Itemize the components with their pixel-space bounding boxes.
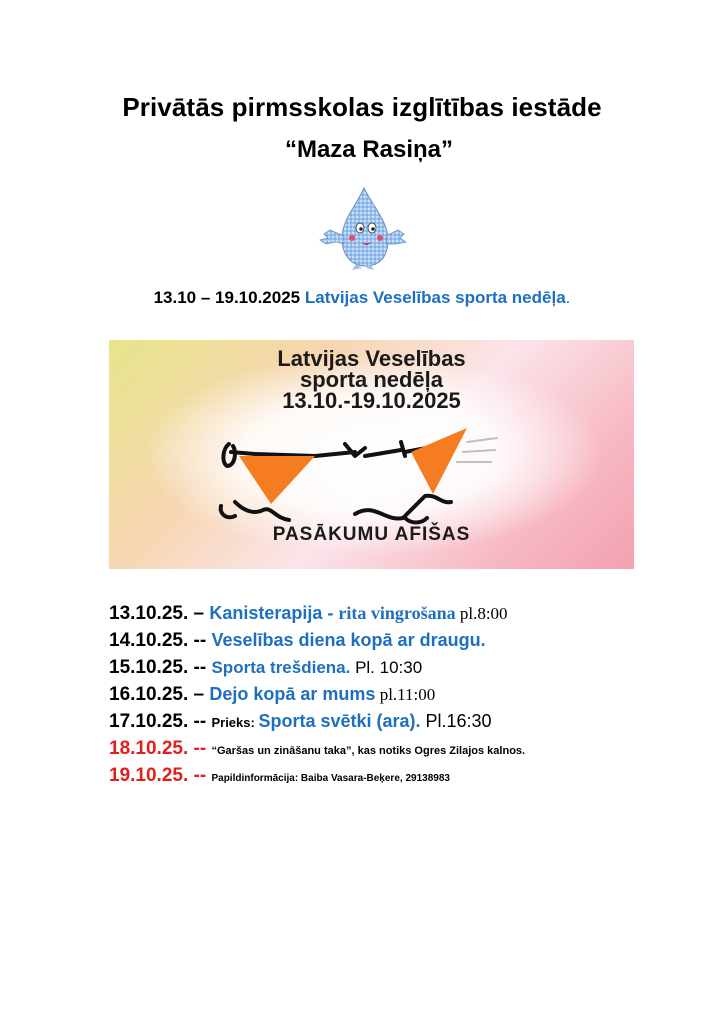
schedule-date: 14.10.25. xyxy=(109,630,189,651)
schedule-text: “Garšas un zināšanu taka”, kas notiks Ogres Zilajos kalnos. xyxy=(211,745,526,757)
schedule-separator: -- xyxy=(188,765,212,786)
schedule-row xyxy=(109,627,719,654)
schedule-date: 18.10.25. xyxy=(109,738,189,759)
schedule-row xyxy=(109,654,719,681)
schedule-time: pl.11:00 xyxy=(375,685,436,704)
schedule-row xyxy=(109,681,719,708)
event-schedule xyxy=(109,600,719,789)
schedule-row xyxy=(109,762,719,789)
schedule-title: Dejo kopā ar mums xyxy=(209,684,376,704)
dates-range: 13.10 – 19.10.2025 xyxy=(153,288,301,307)
banner-title-line2: sporta nedēļa xyxy=(299,367,444,392)
schedule-prefix: Prieks: xyxy=(211,715,259,730)
schedule-row xyxy=(109,600,719,627)
schedule-date: 19.10.25. xyxy=(109,765,189,786)
schedule-date: 16.10.25. xyxy=(109,684,189,705)
schedule-title-cont: rita vingrošana xyxy=(338,603,456,623)
water-drop-mascot-icon xyxy=(316,184,408,270)
schedule-separator: -- xyxy=(188,711,212,732)
banner-subtitle: PASĀKUMU AFIŠAS xyxy=(272,524,471,545)
schedule-separator: -- xyxy=(188,738,212,759)
page-title: Privātās pirmsskolas izglītības iestāde xyxy=(122,92,602,122)
schedule-separator: -- xyxy=(188,630,212,651)
event-banner xyxy=(109,340,634,569)
schedule-separator: – xyxy=(188,684,210,705)
schedule-time: pl.8:00 xyxy=(455,604,508,623)
schedule-date: 15.10.25. xyxy=(109,657,189,678)
banner-title-line3: 13.10.-19.10.2025 xyxy=(282,388,461,413)
schedule-row xyxy=(109,735,719,762)
schedule-row xyxy=(109,708,719,735)
schedule-title: Kanisterapija - xyxy=(209,603,339,623)
institution-name: “Maza Rasiņa” xyxy=(284,136,454,163)
schedule-text: Papildinformācija: Baiba Vasara-Beķere, 29138983 xyxy=(211,773,450,784)
schedule-title: Veselības diena kopā ar draugu. xyxy=(211,630,486,650)
schedule-separator: -- xyxy=(188,657,212,678)
banner-title-line1: Latvijas Veselības xyxy=(277,346,466,371)
schedule-title: Sporta trešdiena. xyxy=(211,658,351,677)
schedule-date: 13.10.25. xyxy=(109,603,189,624)
running-figures-icon xyxy=(205,422,505,532)
event-name: Latvijas Veselības sporta nedēļa xyxy=(304,288,566,307)
banner-title xyxy=(109,348,634,411)
event-dates-line xyxy=(0,288,724,308)
schedule-title: Sporta svētki (ara). xyxy=(258,711,421,731)
event-name-end: . xyxy=(565,288,571,307)
schedule-time: Pl.16:30 xyxy=(420,711,492,731)
schedule-separator: – xyxy=(188,603,210,624)
schedule-date: 17.10.25. xyxy=(109,711,189,732)
schedule-time: Pl. 10:30 xyxy=(350,658,423,677)
